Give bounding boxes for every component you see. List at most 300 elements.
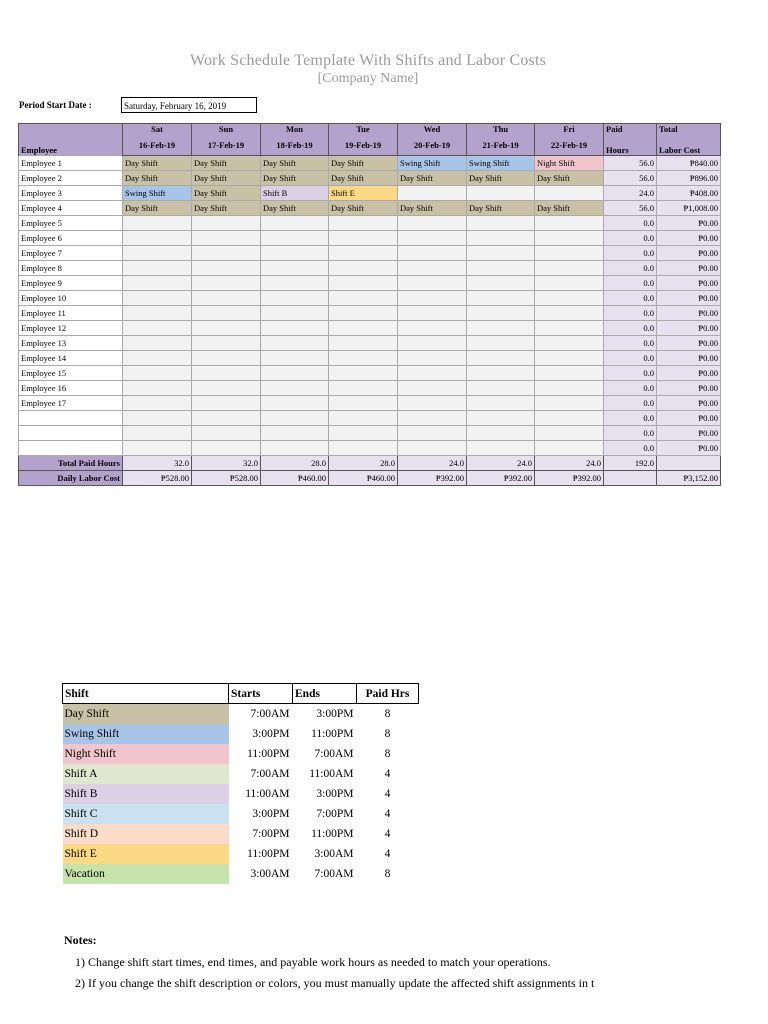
employee-name[interactable]: Employee 2 (19, 171, 123, 186)
shift-cell[interactable] (398, 291, 467, 306)
total-hours-cell: 28.0 (329, 456, 398, 471)
daily-cost-cell: ₱460.00 (261, 471, 329, 486)
shift-cell[interactable] (535, 246, 604, 261)
shift-cell[interactable]: Day Shift (123, 171, 192, 186)
shift-cell[interactable] (261, 381, 329, 396)
shift-cell[interactable]: Day Shift (329, 201, 398, 216)
shift-cell[interactable] (535, 231, 604, 246)
legend-start-time[interactable]: 7:00AM (250, 767, 290, 780)
shift-cell[interactable] (192, 366, 261, 381)
shift-cell[interactable] (398, 351, 467, 366)
shift-cell[interactable] (192, 231, 261, 246)
shift-cell[interactable] (329, 366, 398, 381)
shift-cell[interactable] (535, 276, 604, 291)
employee-name[interactable]: Employee 10 (19, 291, 123, 306)
legend-row (63, 804, 419, 824)
shift-cell[interactable] (192, 261, 261, 276)
shift-cell[interactable] (467, 306, 535, 321)
shift-cell[interactable]: Day Shift (192, 201, 261, 216)
shift-cell[interactable] (329, 411, 398, 426)
shift-cell[interactable] (261, 261, 329, 276)
shift-cell[interactable] (192, 216, 261, 231)
shift-cell[interactable] (535, 381, 604, 396)
shift-cell[interactable]: Shift E (329, 186, 398, 201)
shift-cell[interactable]: Swing Shift (467, 156, 535, 171)
paid-hours-cell: 0.0 (604, 426, 657, 441)
shift-cell[interactable] (123, 366, 192, 381)
shift-cell[interactable] (467, 321, 535, 336)
shift-cell[interactable] (261, 366, 329, 381)
shift-cell[interactable] (467, 366, 535, 381)
shift-cell[interactable] (192, 306, 261, 321)
employee-name[interactable]: Employee 12 (19, 321, 123, 336)
shift-cell[interactable] (398, 426, 467, 441)
table-row (19, 156, 721, 171)
shift-cell[interactable] (329, 396, 398, 411)
shift-cell[interactable] (398, 381, 467, 396)
paid-hours-cell: 0.0 (604, 381, 657, 396)
labor-cost-cell: ₱0.00 (657, 336, 721, 351)
legend-paid-hours[interactable]: 4 (384, 787, 391, 800)
shift-cell[interactable] (261, 441, 329, 456)
labor-cost-cell: ₱0.00 (657, 291, 721, 306)
legend-shift-name[interactable]: Shift D (63, 824, 229, 844)
total-paid-hours-label: Total Paid Hours (19, 456, 123, 471)
shift-cell[interactable] (467, 276, 535, 291)
employee-name[interactable] (19, 441, 123, 456)
shift-cell[interactable] (123, 246, 192, 261)
day-header-date: 19-Feb-19 (329, 140, 398, 156)
table-row (19, 186, 721, 201)
legend-shift-name[interactable]: Swing Shift (63, 724, 229, 744)
legend-row (63, 864, 419, 884)
legend-end-time[interactable]: 3:00PM (316, 787, 354, 800)
shift-cell[interactable] (467, 261, 535, 276)
total-hours-sum: 192.0 (604, 456, 657, 471)
shift-cell[interactable] (535, 216, 604, 231)
shift-cell[interactable] (123, 396, 192, 411)
shift-cell[interactable] (123, 291, 192, 306)
shift-cell[interactable] (398, 411, 467, 426)
table-row (19, 426, 721, 441)
shift-cell[interactable] (467, 381, 535, 396)
shift-cell[interactable] (398, 306, 467, 321)
daily-cost-cell: ₱392.00 (535, 471, 604, 486)
legend-paid-hours[interactable]: 4 (384, 827, 391, 840)
shift-cell[interactable] (192, 336, 261, 351)
legend-end-time[interactable]: 11:00PM (311, 727, 354, 740)
shift-cell[interactable]: Shift B (261, 186, 329, 201)
employee-name[interactable]: Employee 7 (19, 246, 123, 261)
shift-cell[interactable] (467, 351, 535, 366)
shift-cell[interactable]: Swing Shift (123, 186, 192, 201)
shift-cell[interactable] (123, 426, 192, 441)
shift-cell[interactable] (329, 276, 398, 291)
employee-name[interactable] (19, 426, 123, 441)
employee-name[interactable]: Employee 11 (19, 306, 123, 321)
shift-cell[interactable]: Swing Shift (398, 156, 467, 171)
legend-paid-hours[interactable]: 8 (384, 747, 391, 760)
shift-cell[interactable]: Day Shift (329, 171, 398, 186)
table-row (19, 366, 721, 381)
legend-start-time[interactable]: 3:00AM (250, 867, 290, 880)
labor-cost-cell: ₱0.00 (657, 306, 721, 321)
labor-cost-cell: ₱0.00 (657, 381, 721, 396)
shift-cell[interactable] (398, 261, 467, 276)
shift-cell[interactable] (535, 291, 604, 306)
legend-start-time[interactable]: 11:00PM (247, 847, 290, 860)
paid-hours-cell: 0.0 (604, 366, 657, 381)
shift-cell[interactable] (261, 396, 329, 411)
employee-name[interactable]: Employee 8 (19, 261, 123, 276)
legend-row (63, 724, 419, 744)
shift-cell[interactable] (192, 441, 261, 456)
daily-cost-cell: ₱460.00 (329, 471, 398, 486)
shift-cell[interactable]: Day Shift (398, 201, 467, 216)
shift-cell[interactable] (535, 336, 604, 351)
shift-cell[interactable] (123, 261, 192, 276)
labor-cost-cell: ₱0.00 (657, 321, 721, 336)
shift-cell[interactable] (261, 231, 329, 246)
day-header-date: 21-Feb-19 (467, 140, 535, 156)
legend-paid-hours[interactable]: 4 (384, 767, 391, 780)
paid-hours-cell: 56.0 (604, 156, 657, 171)
shift-cell[interactable] (192, 291, 261, 306)
paid-hours-cell: 0.0 (604, 306, 657, 321)
paid-hours-cell: 0.0 (604, 216, 657, 231)
shift-cell[interactable] (329, 381, 398, 396)
day-header-date: 20-Feb-19 (398, 140, 467, 156)
shift-cell[interactable] (261, 321, 329, 336)
legend-row (63, 704, 419, 724)
shift-cell[interactable]: Day Shift (535, 201, 604, 216)
shift-cell[interactable]: Day Shift (535, 171, 604, 186)
legend-end-time[interactable]: 3:00AM (314, 847, 354, 860)
legend-paid-hours[interactable]: 8 (384, 707, 391, 720)
day-header-name: Wed (398, 124, 467, 140)
shift-cell[interactable] (467, 231, 535, 246)
shift-cell[interactable] (123, 381, 192, 396)
shift-cell[interactable] (192, 321, 261, 336)
day-header-name: Mon (261, 124, 329, 140)
table-row (19, 441, 721, 456)
labor-cost-cell: ₱0.00 (657, 216, 721, 231)
shift-cell[interactable] (535, 306, 604, 321)
notes-title: Notes: (64, 933, 97, 947)
legend-shift-name[interactable]: Shift C (63, 804, 229, 824)
note-item: 1) Change shift start times, end times, and payable work hours as needed to match your operations. (75, 955, 551, 969)
employee-name[interactable]: Employee 3 (19, 186, 123, 201)
shift-cell[interactable] (398, 321, 467, 336)
labor-cost-cell: ₱0.00 (657, 351, 721, 366)
blank-cell (657, 456, 721, 471)
paid-hours-cell: 0.0 (604, 411, 657, 426)
daily-cost-cell: ₱528.00 (123, 471, 192, 486)
shift-cell[interactable] (329, 441, 398, 456)
day-header-date: 22-Feb-19 (535, 140, 604, 156)
paid-hours-cell: 0.0 (604, 276, 657, 291)
paid-hours-cell: 0.0 (604, 291, 657, 306)
shift-cell[interactable] (123, 411, 192, 426)
day-header-date: 18-Feb-19 (261, 140, 329, 156)
shift-cell[interactable] (123, 321, 192, 336)
shift-cell[interactable] (261, 291, 329, 306)
employee-name[interactable]: Employee 9 (19, 276, 123, 291)
day-header-name: Sat (123, 124, 192, 140)
daily-cost-cell: ₱392.00 (398, 471, 467, 486)
legend-end-time[interactable]: 3:00PM (316, 707, 354, 720)
paid-hours-cell: 56.0 (604, 201, 657, 216)
shift-cell[interactable] (535, 396, 604, 411)
daily-cost-cell: ₱392.00 (467, 471, 535, 486)
legend-paid-hours[interactable]: 4 (384, 847, 391, 860)
shift-cell[interactable] (192, 411, 261, 426)
employee-name[interactable]: Employee 13 (19, 336, 123, 351)
total-hours-cell: 32.0 (192, 456, 261, 471)
shift-cell[interactable]: Night Shift (535, 156, 604, 171)
employee-name[interactable]: Employee 6 (19, 231, 123, 246)
shift-cell[interactable] (329, 321, 398, 336)
shift-cell[interactable] (123, 441, 192, 456)
table-row (19, 171, 721, 186)
labor-cost-cell: ₱0.00 (657, 276, 721, 291)
paid-hours-cell: 0.0 (604, 231, 657, 246)
shift-cell[interactable]: Day Shift (192, 156, 261, 171)
legend-paid-header: Paid Hrs (357, 684, 419, 704)
shift-cell[interactable]: Day Shift (192, 186, 261, 201)
shift-cell[interactable] (329, 306, 398, 321)
shift-cell[interactable] (467, 426, 535, 441)
shift-cell[interactable] (398, 186, 467, 201)
employee-name[interactable] (19, 411, 123, 426)
shift-cell[interactable] (329, 261, 398, 276)
shift-cell[interactable] (329, 351, 398, 366)
labor-cost-cell: ₱0.00 (657, 246, 721, 261)
shift-cell[interactable] (535, 426, 604, 441)
table-row (19, 276, 721, 291)
shift-cell[interactable] (329, 291, 398, 306)
shift-cell[interactable] (467, 216, 535, 231)
shift-cell[interactable] (123, 231, 192, 246)
table-row (19, 396, 721, 411)
daily-cost-cell: ₱528.00 (192, 471, 261, 486)
day-header-name: Tue (329, 124, 398, 140)
shift-cell[interactable] (261, 276, 329, 291)
shift-cell[interactable] (192, 351, 261, 366)
labor-cost-cell: ₱0.00 (657, 231, 721, 246)
total-hours-cell: 24.0 (535, 456, 604, 471)
shift-cell[interactable] (535, 366, 604, 381)
shift-cell[interactable] (329, 216, 398, 231)
shift-cell[interactable] (123, 336, 192, 351)
shift-cell[interactable] (329, 336, 398, 351)
paid-hours-header: Paid (604, 124, 657, 140)
employee-name[interactable]: Employee 16 (19, 381, 123, 396)
labor-cost-cell: ₱1,008.00 (657, 201, 721, 216)
shift-cell[interactable] (467, 246, 535, 261)
shift-cell[interactable] (467, 441, 535, 456)
shift-cell[interactable] (535, 321, 604, 336)
legend-row (63, 824, 419, 844)
shift-cell[interactable] (261, 426, 329, 441)
table-row (19, 231, 721, 246)
shift-cell[interactable] (535, 411, 604, 426)
shift-cell[interactable] (123, 216, 192, 231)
labor-cost-cell: ₱840.00 (657, 156, 721, 171)
shift-cell[interactable] (192, 276, 261, 291)
table-row (19, 321, 721, 336)
shift-cell[interactable] (535, 261, 604, 276)
employee-name[interactable]: Employee 14 (19, 351, 123, 366)
legend-shift-name[interactable]: Vacation (63, 864, 229, 884)
shift-cell[interactable] (535, 186, 604, 201)
legend-end-time[interactable]: 7:00PM (316, 807, 354, 820)
shift-cell[interactable] (261, 306, 329, 321)
shift-legend-table (62, 683, 419, 884)
day-header-name: Sun (192, 124, 261, 140)
shift-cell[interactable]: Day Shift (123, 201, 192, 216)
total-cost-header-2: Labor Cost (657, 140, 721, 156)
shift-cell[interactable] (535, 351, 604, 366)
shift-cell[interactable] (398, 441, 467, 456)
shift-cell[interactable] (467, 396, 535, 411)
legend-ends-header: Ends (293, 684, 357, 704)
legend-row (63, 764, 419, 784)
labor-cost-cell: ₱408.00 (657, 186, 721, 201)
period-start-input[interactable]: Saturday, February 16, 2019 (121, 97, 257, 113)
paid-hours-header-2: Hours (604, 140, 657, 156)
day-header-name: Fri (535, 124, 604, 140)
legend-shift-name[interactable]: Shift B (63, 784, 229, 804)
shift-cell[interactable]: Day Shift (329, 156, 398, 171)
shift-cell[interactable] (398, 336, 467, 351)
legend-start-time[interactable]: 11:00AM (245, 787, 290, 800)
shift-cell[interactable] (192, 426, 261, 441)
employee-name[interactable]: Employee 5 (19, 216, 123, 231)
shift-cell[interactable] (261, 246, 329, 261)
shift-cell[interactable] (398, 216, 467, 231)
shift-cell[interactable] (329, 246, 398, 261)
legend-end-time[interactable]: 11:00PM (311, 827, 354, 840)
shift-cell[interactable] (398, 246, 467, 261)
shift-cell[interactable] (123, 306, 192, 321)
legend-shift-header: Shift (63, 684, 229, 704)
shift-cell[interactable]: Day Shift (398, 171, 467, 186)
shift-cell[interactable] (192, 396, 261, 411)
shift-cell[interactable] (398, 276, 467, 291)
note-item: 2) If you change the shift description or colors, you must manually update the affected shift assignments in t (75, 976, 595, 990)
company-name: [Company Name] (317, 71, 419, 86)
document-title: Work Schedule Template With Shifts and Labor Costs (189, 52, 547, 69)
legend-shift-name[interactable]: Shift A (63, 764, 229, 784)
paid-hours-cell: 0.0 (604, 336, 657, 351)
shift-cell[interactable] (398, 396, 467, 411)
labor-cost-cell: ₱0.00 (657, 366, 721, 381)
legend-end-time[interactable]: 11:00AM (309, 767, 354, 780)
shift-cell[interactable]: Day Shift (123, 156, 192, 171)
table-row (19, 246, 721, 261)
shift-cell[interactable] (261, 336, 329, 351)
shift-cell[interactable] (261, 216, 329, 231)
legend-start-time[interactable]: 3:00PM (252, 727, 290, 740)
legend-start-time[interactable]: 7:00PM (252, 827, 290, 840)
period-start-label: Period Start Date : (19, 100, 92, 110)
labor-cost-cell: ₱0.00 (657, 426, 721, 441)
legend-shift-name[interactable]: Day Shift (63, 704, 229, 724)
day-header-date: 16-Feb-19 (123, 140, 192, 156)
shift-cell[interactable] (329, 231, 398, 246)
total-hours-cell: 32.0 (123, 456, 192, 471)
paid-hours-cell: 0.0 (604, 351, 657, 366)
shift-cell[interactable] (467, 186, 535, 201)
shift-cell[interactable] (398, 231, 467, 246)
legend-paid-hours[interactable]: 8 (384, 727, 391, 740)
employee-column-header: Employee (19, 124, 123, 156)
employee-name[interactable]: Employee 17 (19, 396, 123, 411)
shift-cell[interactable] (123, 351, 192, 366)
shift-cell[interactable] (467, 336, 535, 351)
paid-hours-cell: 0.0 (604, 321, 657, 336)
legend-shift-name[interactable]: Shift E (63, 844, 229, 864)
shift-cell[interactable]: Day Shift (261, 156, 329, 171)
paid-hours-cell: 24.0 (604, 186, 657, 201)
legend-end-time[interactable]: 7:00AM (314, 747, 354, 760)
paid-hours-cell: 56.0 (604, 171, 657, 186)
shift-cell[interactable] (535, 441, 604, 456)
table-row (19, 291, 721, 306)
employee-name[interactable]: Employee 15 (19, 366, 123, 381)
employee-name[interactable]: Employee 1 (19, 156, 123, 171)
legend-row (63, 784, 419, 804)
paid-hours-cell: 0.0 (604, 261, 657, 276)
employee-name[interactable]: Employee 4 (19, 201, 123, 216)
shift-cell[interactable] (261, 351, 329, 366)
legend-shift-name[interactable]: Night Shift (63, 744, 229, 764)
labor-cost-cell: ₱0.00 (657, 261, 721, 276)
shift-cell[interactable] (192, 246, 261, 261)
total-hours-cell: 24.0 (398, 456, 467, 471)
shift-cell[interactable] (398, 366, 467, 381)
shift-cell[interactable] (261, 411, 329, 426)
legend-paid-hours[interactable]: 8 (384, 867, 391, 880)
legend-start-time[interactable]: 7:00AM (250, 707, 290, 720)
total-hours-cell: 28.0 (261, 456, 329, 471)
legend-starts-header: Starts (229, 684, 293, 704)
legend-start-time[interactable]: 11:00PM (247, 747, 290, 760)
shift-cell[interactable] (123, 276, 192, 291)
shift-cell[interactable] (467, 411, 535, 426)
labor-cost-cell: ₱0.00 (657, 411, 721, 426)
shift-cell[interactable]: Day Shift (192, 171, 261, 186)
shift-cell[interactable] (467, 291, 535, 306)
table-row (19, 201, 721, 216)
shift-cell[interactable] (329, 426, 398, 441)
table-row (19, 381, 721, 396)
shift-cell[interactable]: Day Shift (261, 171, 329, 186)
shift-cell[interactable] (192, 381, 261, 396)
table-row (19, 411, 721, 426)
legend-paid-hours[interactable]: 4 (384, 807, 391, 820)
paid-hours-cell: 0.0 (604, 246, 657, 261)
day-header-name: Thu (467, 124, 535, 140)
labor-cost-cell: ₱896.00 (657, 171, 721, 186)
legend-start-time[interactable]: 3:00PM (252, 807, 290, 820)
legend-end-time[interactable]: 7:00AM (314, 867, 354, 880)
shift-cell[interactable]: Day Shift (261, 201, 329, 216)
shift-cell[interactable]: Day Shift (467, 171, 535, 186)
shift-cell[interactable]: Day Shift (467, 201, 535, 216)
table-row (19, 216, 721, 231)
